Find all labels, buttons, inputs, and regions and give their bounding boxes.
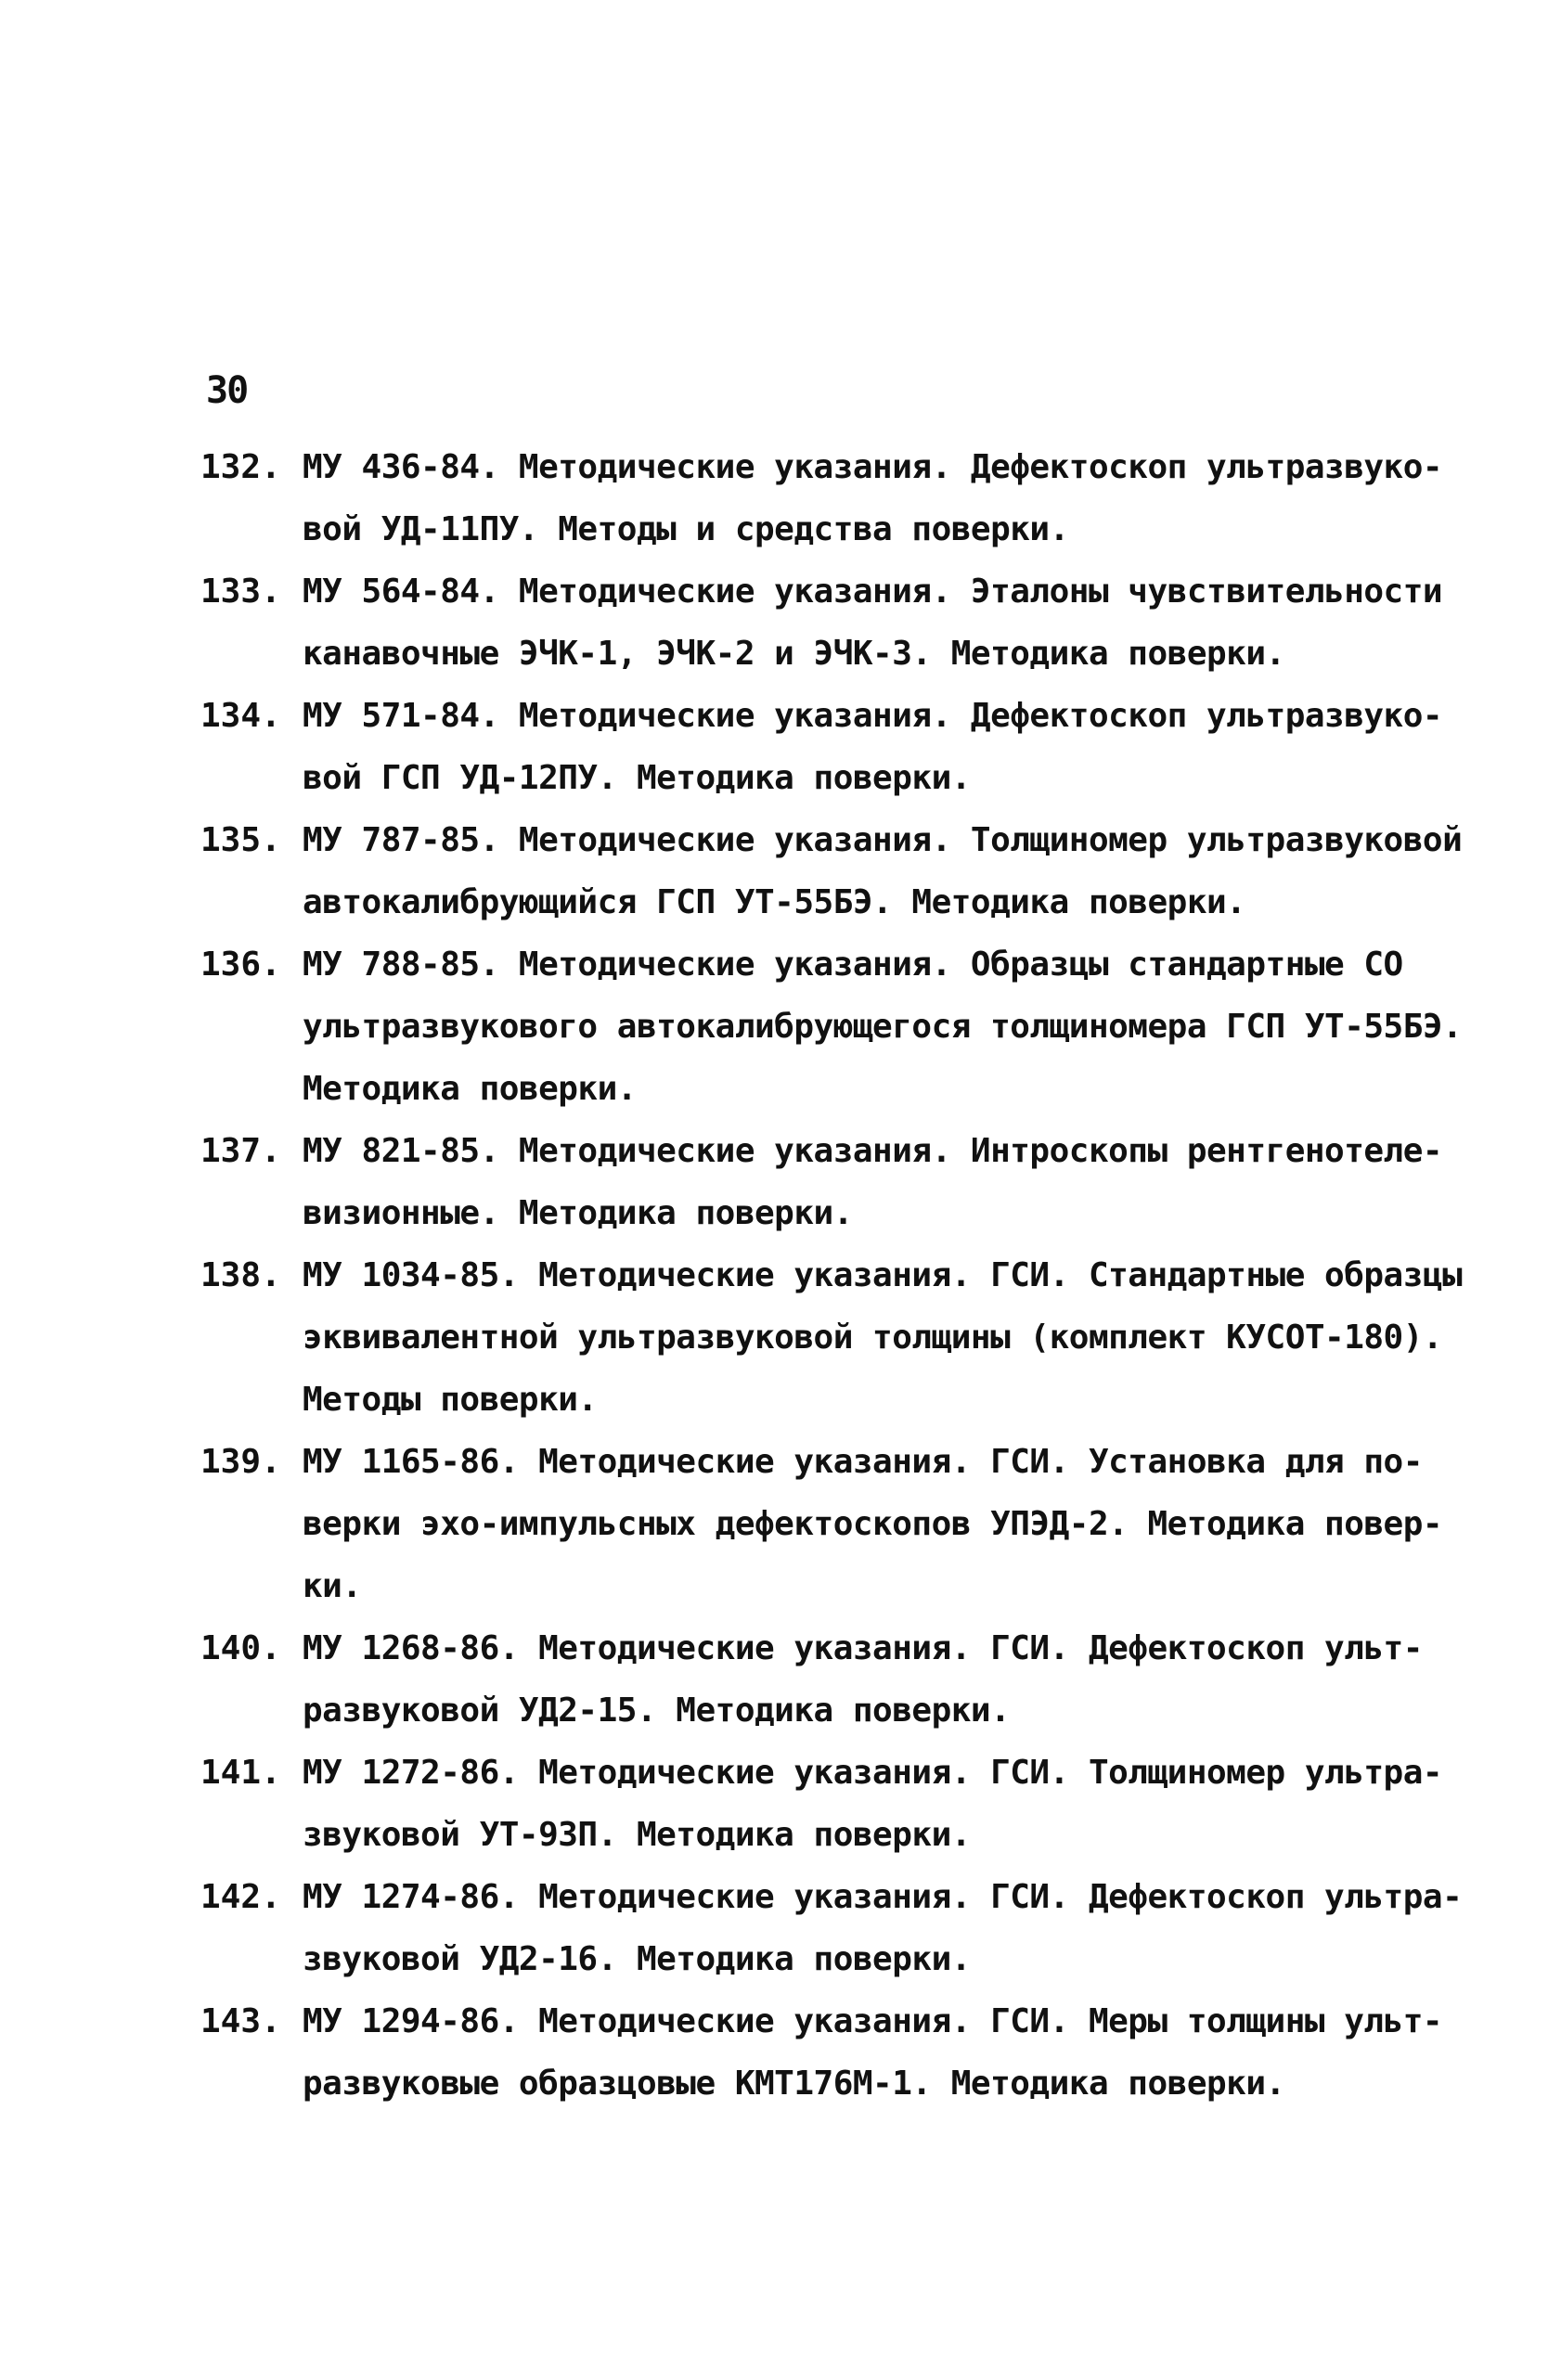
item-text-line: МУ 787-85. Методические указания. Толщиномер ультразвуковой bbox=[303, 821, 1463, 859]
item-number: 133. bbox=[200, 572, 281, 611]
list-item bbox=[200, 1431, 1443, 1617]
item-text-line: МУ 788-85. Методические указания. Образцы стандартные СО bbox=[303, 946, 1403, 984]
item-text-line: МУ 571-84. Методические указания. Дефектоскоп ультразвуко- bbox=[303, 697, 1443, 735]
item-text-line: МУ 1034-85. Методические указания. ГСИ. Стандартные образцы bbox=[303, 1256, 1463, 1294]
list-item bbox=[200, 809, 1463, 933]
list-item bbox=[200, 1990, 1443, 2115]
item-number: 143. bbox=[200, 2002, 281, 2040]
list-item bbox=[200, 1120, 1443, 1244]
item-number: 132. bbox=[200, 448, 281, 486]
item-text-line: МУ 436-84. Методические указания. Дефектоскоп ультразвуко- bbox=[303, 448, 1443, 486]
list-item bbox=[200, 436, 1443, 560]
item-number: 135. bbox=[200, 821, 281, 859]
item-text-line: МУ 1272-86. Методические указания. ГСИ. Толщиномер ультра- bbox=[303, 1754, 1443, 1792]
item-text-line: ультразвукового автокалибрующегося толщиномера ГСП УТ-55БЭ. bbox=[303, 1008, 1463, 1046]
list-item bbox=[200, 933, 1463, 1120]
list-item bbox=[200, 1617, 1425, 1742]
item-number: 134. bbox=[200, 697, 281, 735]
item-text-line: МУ 564-84. Методические указания. Эталоны чувствительности bbox=[303, 572, 1443, 611]
list-item bbox=[200, 1866, 1463, 1990]
item-text-line: вой УД-11ПУ. Методы и средства поверки. bbox=[303, 510, 1069, 548]
item-text-line: МУ 821-85. Методические указания. Интроскопы рентгенотеле- bbox=[303, 1132, 1443, 1170]
item-text-line: канавочные ЭЧК-1, ЭЧК-2 и ЭЧК-3. Методика поверки. bbox=[303, 635, 1285, 673]
item-text-line: звуковой УТ-93П. Методика поверки. bbox=[303, 1816, 971, 1854]
page-number: 30 bbox=[206, 369, 248, 412]
item-text-line: развуковой УД2-15. Методика поверки. bbox=[303, 1692, 1011, 1730]
item-number: 138. bbox=[200, 1256, 281, 1294]
list-item bbox=[200, 560, 1443, 685]
reference-list bbox=[200, 436, 1463, 2115]
item-text-line: вой ГСП УД-12ПУ. Методика поверки. bbox=[303, 759, 971, 797]
item-text-line: Методы поверки. bbox=[303, 1381, 598, 1419]
item-text-line: автокалибрующийся ГСП УТ-55БЭ. Методика поверки. bbox=[303, 883, 1246, 921]
list-item bbox=[200, 685, 1443, 809]
item-text-line: Методика поверки. bbox=[303, 1070, 637, 1108]
item-number: 139. bbox=[200, 1443, 281, 1481]
item-text-line: МУ 1165-86. Методические указания. ГСИ. Установка для по- bbox=[303, 1443, 1423, 1481]
item-text-line: МУ 1274-86. Методические указания. ГСИ. Дефектоскоп ультра- bbox=[303, 1878, 1463, 1916]
list-item bbox=[200, 1742, 1443, 1866]
item-text-line: МУ 1294-86. Методические указания. ГСИ. Меры толщины ульт- bbox=[303, 2002, 1443, 2040]
item-number: 140. bbox=[200, 1629, 281, 1667]
list-item bbox=[200, 1244, 1463, 1431]
item-text-line: МУ 1268-86. Методические указания. ГСИ. Дефектоскоп ульт- bbox=[303, 1629, 1423, 1667]
item-text-line: ки. bbox=[303, 1567, 362, 1605]
item-number: 137. bbox=[200, 1132, 281, 1170]
item-text-line: верки эхо-импульсных дефектоскопов УПЭД-2. Методика повер- bbox=[303, 1505, 1443, 1543]
item-text-line: визионные. Методика поверки. bbox=[303, 1194, 853, 1232]
item-text-line: развуковые образцовые КМТ176М-1. Методика поверки. bbox=[303, 2065, 1285, 2103]
item-number: 136. bbox=[200, 946, 281, 984]
item-text-line: эквивалентной ультразвуковой толщины (комплект КУСОТ-180). bbox=[303, 1319, 1443, 1357]
item-number: 142. bbox=[200, 1878, 281, 1916]
item-number: 141. bbox=[200, 1754, 281, 1792]
item-text-line: звуковой УД2-16. Методика поверки. bbox=[303, 1940, 971, 1978]
